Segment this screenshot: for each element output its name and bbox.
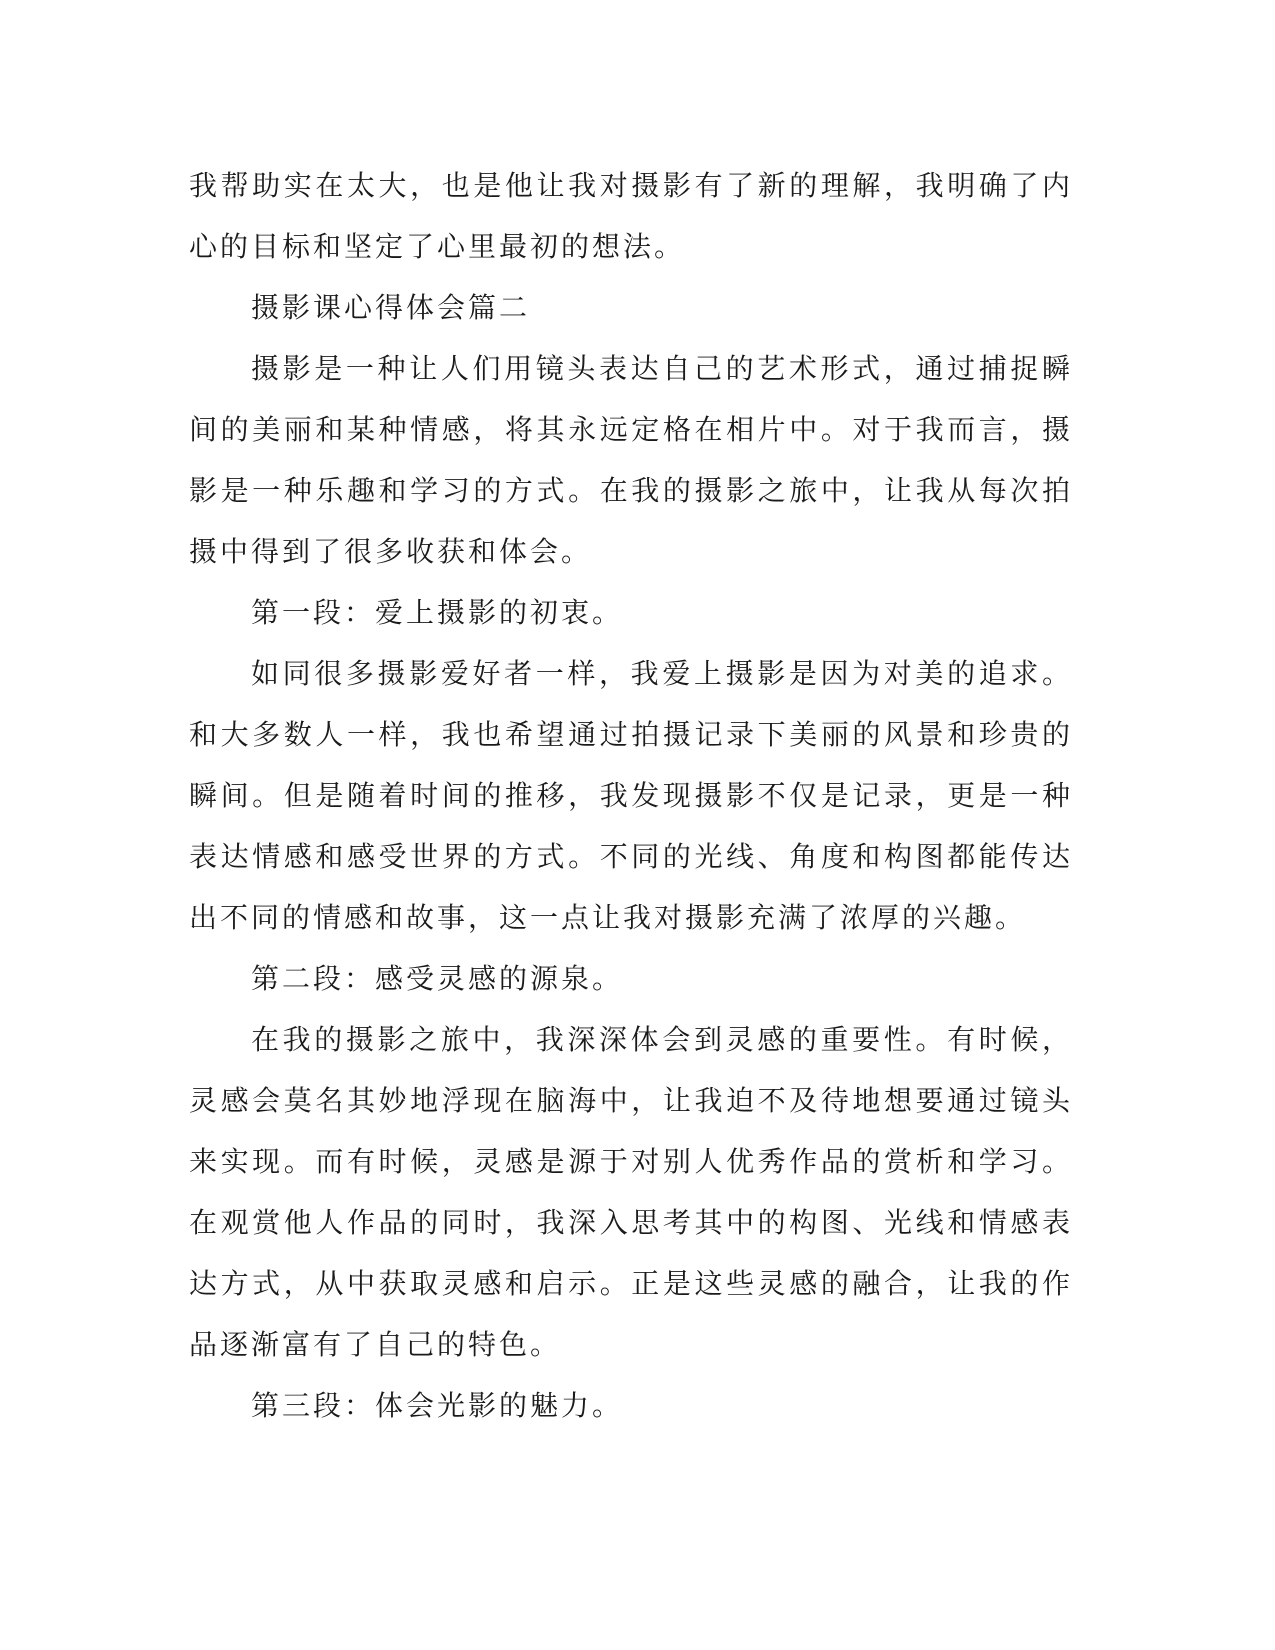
paragraph: 在我的摄影之旅中，我深深体会到灵感的重要性。有时候，灵感会莫名其妙地浮现在脑海中，让我迫不及待地想要通过镜头来实现。而有时候，灵感是源于对别人优秀作品的赏析和学习。在观赏他人作品的同时，我深入思考其中的构图、光线和情感表达方式，从中获取灵感和启示。正是这些灵感的融合，让我的作品逐渐富有了自己的特色。 xyxy=(189,1023,1073,1361)
paragraph: 如同很多摄影爱好者一样，我爱上摄影是因为对美的追求。和大多数人一样，我也希望通过拍摄记录下美丽的风景和珍贵的瞬间。但是随着时间的推移，我发现摄影不仅是记录，更是一种表达情感和感受世界的方式。不同的光线、角度和构图都能传达出不同的情感和故事，这一点让我对摄影充满了浓厚的兴趣。 xyxy=(189,657,1073,934)
section-title: 摄影课心得体会篇二 xyxy=(251,291,531,324)
body-text xyxy=(189,155,1073,1436)
section-heading-1: 第一段：爱上摄影的初衷。 xyxy=(251,596,624,629)
paragraph-continued: 我帮助实在太大，也是他让我对摄影有了新的理解，我明确了内心的目标和坚定了心里最初的想法。 xyxy=(189,169,1073,263)
section-heading-2: 第二段：感受灵感的源泉。 xyxy=(251,962,624,995)
section-heading-3: 第三段：体会光影的魅力。 xyxy=(251,1389,624,1422)
paragraph: 摄影是一种让人们用镜头表达自己的艺术形式，通过捕捉瞬间的美丽和某种情感，将其永远定格在相片中。对于我而言，摄影是一种乐趣和学习的方式。在我的摄影之旅中，让我从每次拍摄中得到了很多收获和体会。 xyxy=(189,352,1073,568)
